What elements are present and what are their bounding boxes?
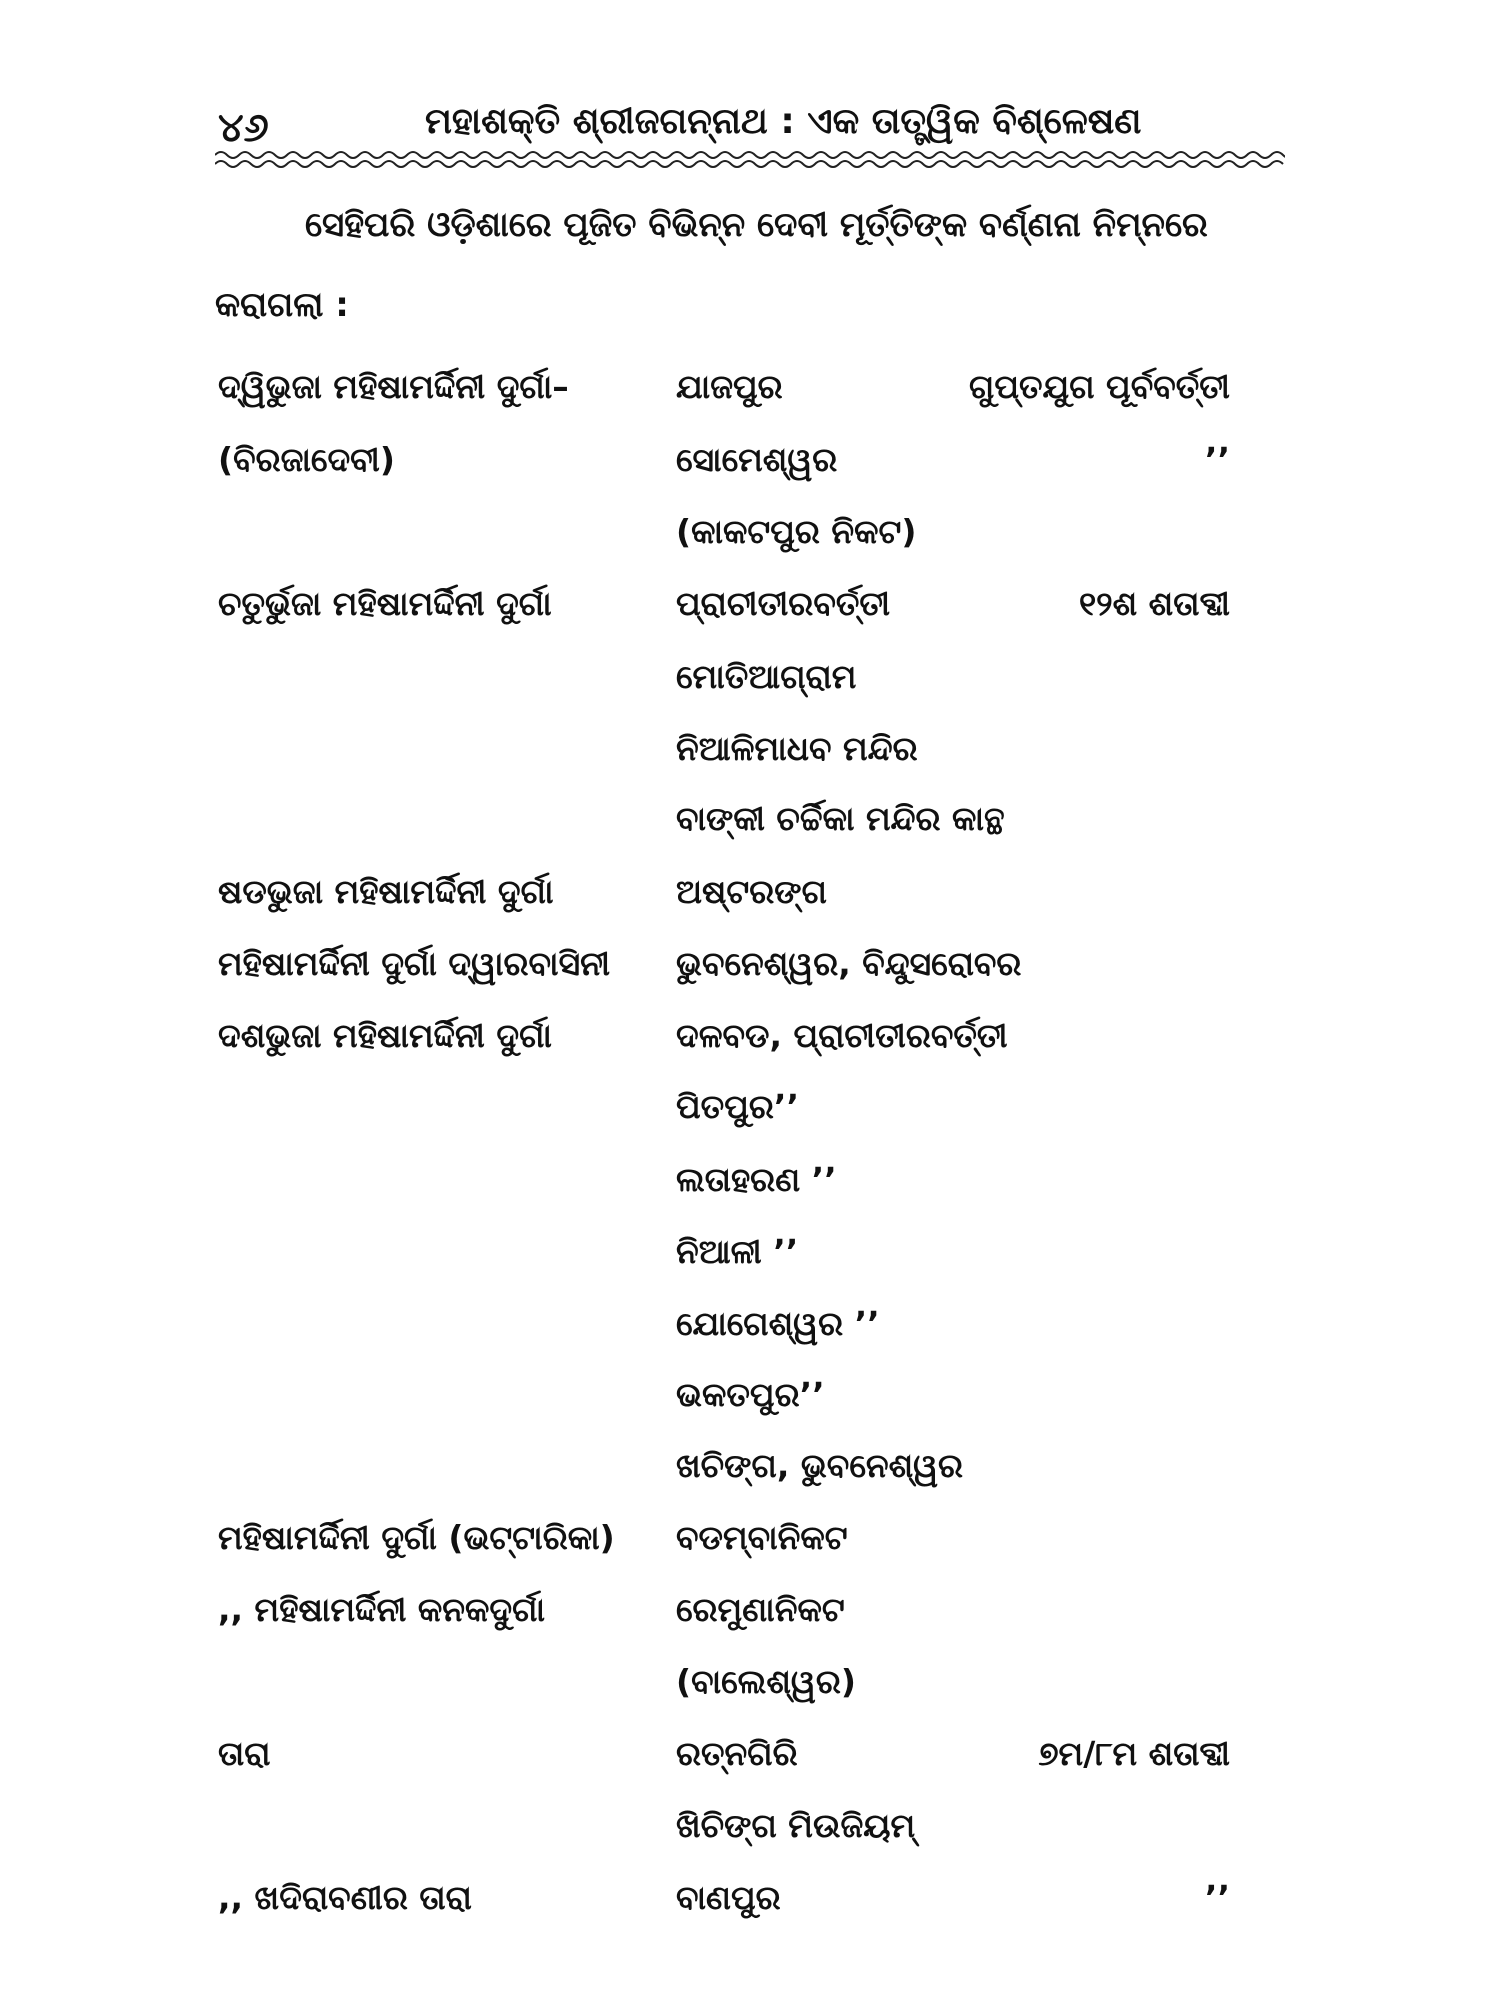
table-row xyxy=(0,797,1500,841)
place-name: ଲତାହରଣ ’’ xyxy=(676,1160,837,1199)
intro-paragraph xyxy=(215,205,1295,325)
period-label: ୧୨ଶ ଶତାବ୍ଦୀ xyxy=(1078,584,1230,623)
deity-name: ମହିଷାମର୍ଦ୍ଦିନୀ ଦୁର୍ଗା ଦ୍ୱାରବାସିନୀ xyxy=(218,944,611,983)
place-name: ନିଆଳୀ ’’ xyxy=(676,1232,799,1271)
table-row xyxy=(0,1444,1500,1488)
intro-line: କରାଗଲା : xyxy=(215,285,349,325)
table-row xyxy=(0,1732,1500,1776)
running-title: ମହାଶକ୍ତି ଶ୍ରୀଜଗନ୍ନାଥ : ଏକ ତାତ୍ତ୍ୱିକ ବିଶ୍ଳେଷଣ xyxy=(425,101,1142,142)
table-row xyxy=(0,1876,1500,1920)
table-row xyxy=(0,438,1500,482)
place-name: ଭକତପୁର’’ xyxy=(676,1375,825,1414)
place-name: ମୋତିଆଗ୍ରାମ xyxy=(676,657,857,696)
table-row xyxy=(0,1588,1500,1632)
table-row xyxy=(0,510,1500,554)
deity-name: (ବିରଜାଦେବୀ) xyxy=(218,440,395,479)
page-number: ୪୬ xyxy=(218,105,269,151)
place-name: (ବାଲେଶ୍ୱର) xyxy=(676,1662,856,1701)
table-row xyxy=(0,942,1500,986)
deity-name: ଦଶଭୁଜା ମହିଷାମର୍ଦ୍ଦିନୀ ଦୁର୍ଗା xyxy=(218,1016,552,1055)
place-name: ଭୁବନେଶ୍ୱର, ବିନ୍ଦୁସରୋବର xyxy=(676,944,1022,983)
intro-line: ସେହିପରି ଓଡ଼ିଶାରେ ପୂଜିତ ବିଭିନ୍ନ ଦେବୀ ମୂର୍ତ୍ତିଙ୍କ ବର୍ଣ୍ଣନା ନିମ୍ନରେ xyxy=(305,205,1208,245)
deity-name: ଷଡଭୁଜା ମହିଷାମର୍ଦ୍ଦିନୀ ଦୁର୍ଗା xyxy=(218,872,554,911)
table-row xyxy=(0,655,1500,699)
table-row xyxy=(0,1302,1500,1346)
table-row xyxy=(0,1804,1500,1848)
place-name: ରେମୁଣାନିକଟ xyxy=(676,1590,845,1629)
table-row xyxy=(0,1373,1500,1417)
table-row xyxy=(0,365,1500,409)
place-name: ଦଳବଡ, ପ୍ରାଚୀତୀରବର୍ତ୍ତୀ xyxy=(676,1016,1008,1055)
deity-name: ଚତୁର୍ଭୁଜା ମହିଷାମର୍ଦ୍ଦିନୀ ଦୁର୍ଗା xyxy=(218,584,552,623)
deity-name: ଦ୍ୱିଭୁଜା ମହିଷାମର୍ଦ୍ଦିନୀ ଦୁର୍ଗା– xyxy=(218,367,569,406)
place-name: ଅଷ୍ଟରଙ୍ଗ xyxy=(676,872,827,911)
deity-name: ମହିଷାମର୍ଦ୍ଦିନୀ ଦୁର୍ଗା (ଭଟ୍ଟାରିକା) xyxy=(218,1518,615,1557)
table-row xyxy=(0,870,1500,914)
table-row xyxy=(0,582,1500,626)
place-name: ଯୋଗେଶ୍ୱର ’’ xyxy=(676,1304,880,1343)
place-name: ଖିଚିଙ୍ଗ ମିଉଜିୟମ୍ xyxy=(676,1806,916,1845)
place-name: ବାଣପୁର xyxy=(676,1878,781,1917)
table-row xyxy=(0,1516,1500,1560)
place-name: ରତ୍ନଗିରି xyxy=(676,1734,798,1773)
place-name: ପ୍ରାଚୀତୀରବର୍ତ୍ତୀ xyxy=(676,584,891,623)
place-name: ସୋମେଶ୍ୱର xyxy=(676,440,838,479)
table-row xyxy=(0,1230,1500,1274)
period-label: ଗୁପ୍ତଯୁଗ ପୂର୍ବବର୍ତ୍ତୀ xyxy=(968,367,1230,406)
table-row xyxy=(0,1660,1500,1704)
place-name: ବଡମ୍ବାନିକଟ xyxy=(676,1518,848,1557)
place-name: ଖଚିଙ୍ଗ, ଭୁବନେଶ୍ୱର xyxy=(676,1446,964,1485)
place-name: ବାଙ୍କୀ ଚର୍ଚ୍ଚିକା ମନ୍ଦିର କାନ୍ଥ xyxy=(676,799,1005,838)
place-name: ନିଆଳିମାଧବ ମନ୍ଦିର xyxy=(676,729,918,768)
table-row xyxy=(0,1158,1500,1202)
place-name: ଯାଜପୁର xyxy=(676,367,783,406)
period-label: ୭ମ/୮ମ ଶତାବ୍ଦୀ xyxy=(1038,1734,1230,1773)
table-row xyxy=(0,727,1500,771)
period-label: ’’ xyxy=(1204,440,1230,479)
deity-name: ,, ଖଦିରାବଣୀର ତାରା xyxy=(218,1878,472,1917)
deity-name: ତାରା xyxy=(218,1734,271,1773)
place-name: ପିତପୁର’’ xyxy=(676,1087,799,1126)
table-row xyxy=(0,1014,1500,1058)
table-row xyxy=(0,1085,1500,1129)
wavy-divider xyxy=(215,148,1285,172)
deity-name: ,, ମହିଷାମର୍ଦ୍ଦିନୀ କନକଦୁର୍ଗା xyxy=(218,1590,545,1629)
place-name: (କାକଟପୁର ନିକଟ) xyxy=(676,512,917,551)
period-label: ’’ xyxy=(1204,1878,1230,1917)
